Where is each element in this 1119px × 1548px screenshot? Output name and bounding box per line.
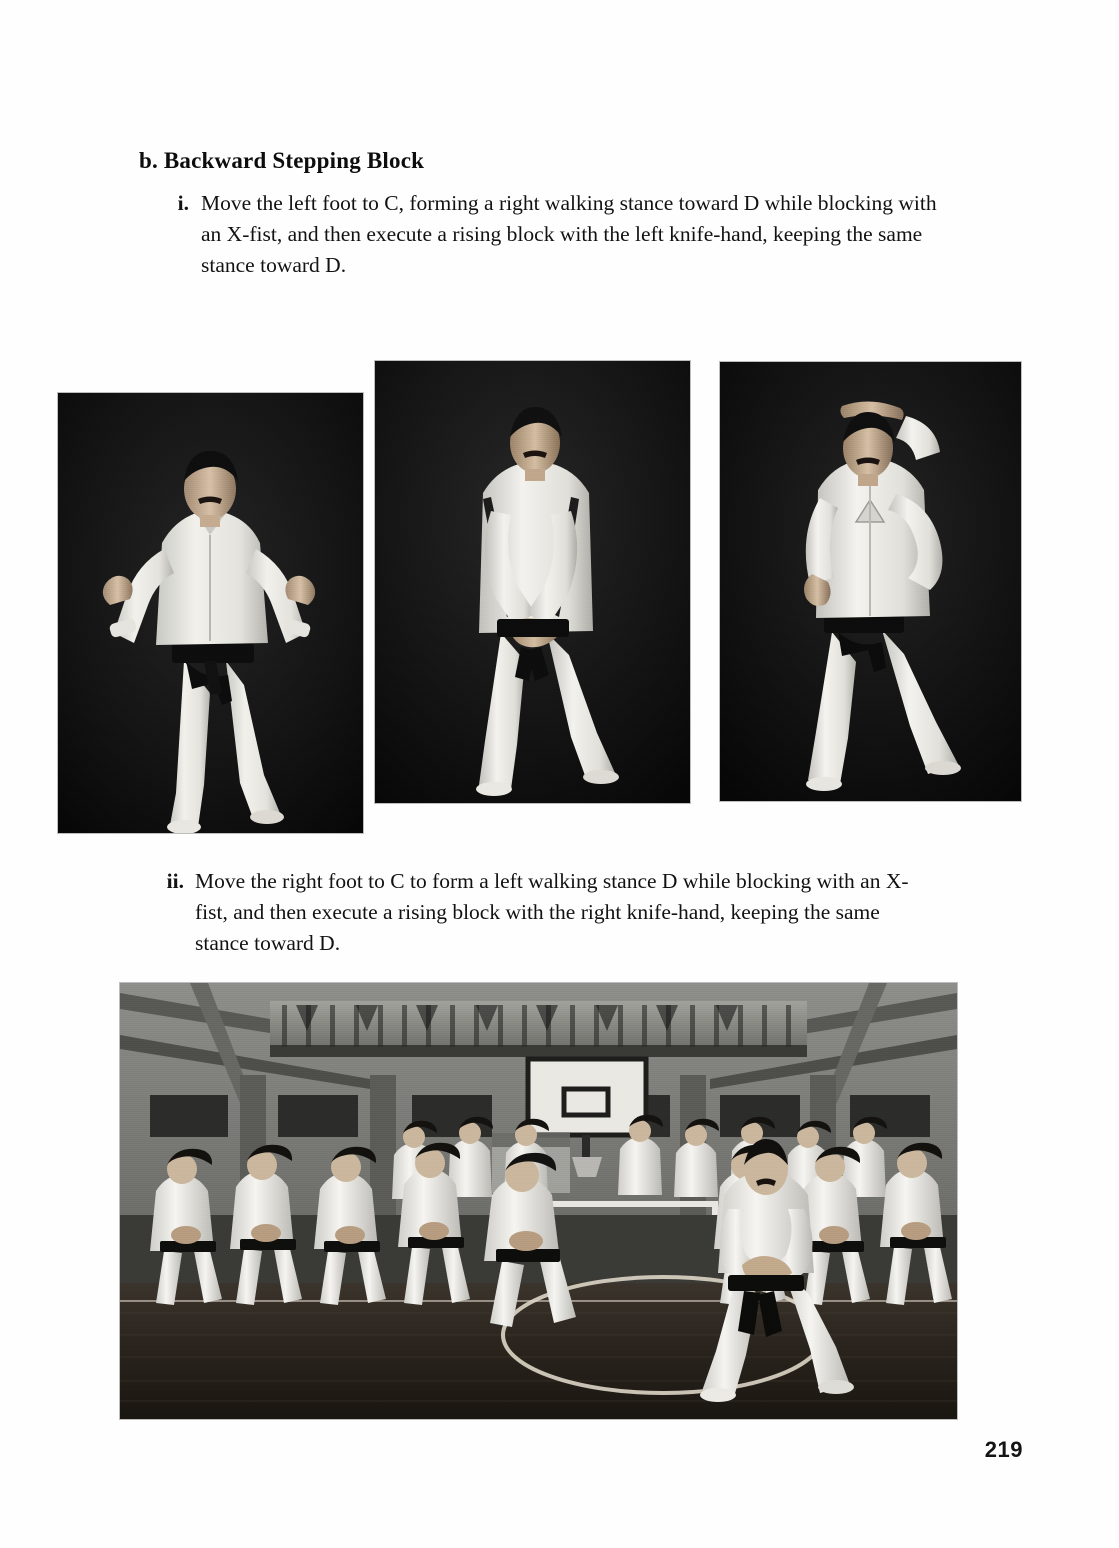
photo-gymnasium-class-image: [120, 983, 957, 1419]
photo-rising-knife-hand-block-image: [720, 362, 1021, 801]
page-number: 219: [984, 1437, 1023, 1462]
photo-x-fist-block-image: [375, 361, 690, 803]
step-i-paragraph: [168, 188, 938, 281]
step-ii-text: Move the right foot to C to form a left walking stance D while blocking with an X-fist, and then execute a rising block with the right knife-hand, keeping the same stance toward D.: [195, 869, 909, 955]
step-ii-paragraph: [158, 866, 918, 959]
photo-ready-stance-image: [58, 393, 363, 833]
step-i-text: Move the left foot to C, forming a right walking stance toward D while blocking with an X-fist, and then execute a rising block with the left knife-hand, keeping the same stance toward D.: [201, 191, 937, 277]
photo-x-fist-block: [375, 361, 690, 803]
photo-ready-stance: [58, 393, 363, 833]
photo-gymnasium-class: [120, 983, 957, 1419]
step-ii-marker: ii.: [166, 869, 184, 893]
photo-rising-knife-hand-block: [720, 362, 1021, 801]
section-heading: b. Backward Stepping Block: [139, 148, 425, 173]
step-i-marker: i.: [177, 191, 189, 215]
